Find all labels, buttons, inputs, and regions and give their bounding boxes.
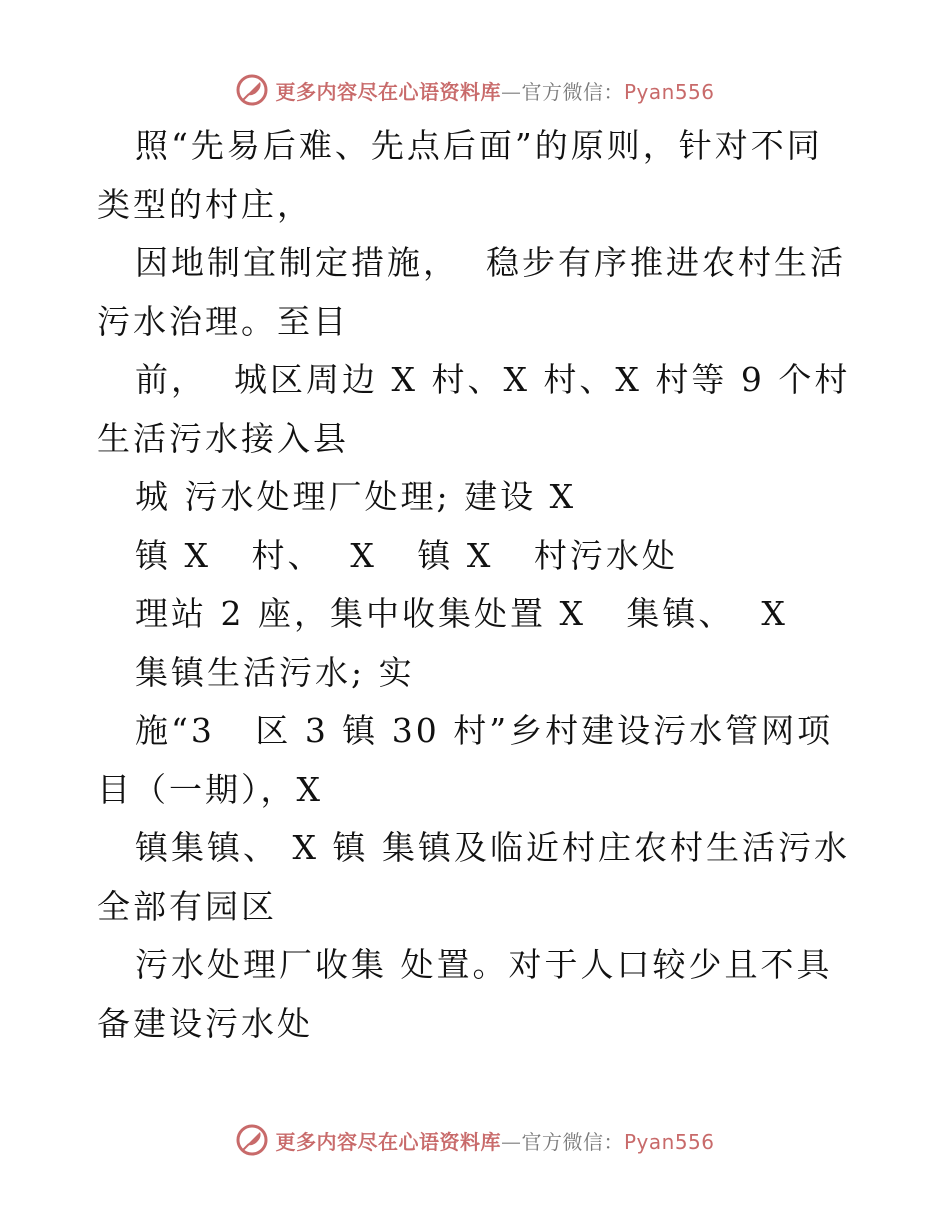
banner-wechat-label: 官方微信： — [521, 79, 624, 104]
paragraph: 污水处理厂收集 处置。对于人口较少且不具备建设污水处 — [97, 945, 833, 1043]
banner-wechat-id: Pyan556 — [623, 1129, 715, 1154]
banner-main-text: 更多内容尽在心语资料库 — [275, 79, 501, 104]
paragraph: 理站 2 座，集中收集处置 X 集镇、 X — [135, 594, 788, 633]
banner-text — [275, 76, 714, 105]
paragraph: 照“先易后难、先点后面”的原则，针对不同类型的村庄， — [97, 126, 823, 224]
paragraph: 施“3 区 3 镇 30 村”乡村建设污水管网项目（一期），X — [97, 711, 834, 809]
banner-text — [275, 1126, 714, 1155]
feather-logo-icon — [235, 1123, 269, 1157]
paragraph: 镇集镇、 X 镇 集镇及临近村庄农村生活污水全部有园区 — [97, 828, 850, 926]
feather-logo-icon — [235, 73, 269, 107]
banner-separator: — — [500, 1129, 522, 1154]
paragraph: 镇 X 村、 X 镇 X 村污水处 — [135, 535, 678, 575]
document-body — [97, 117, 857, 1053]
header-banner — [0, 70, 950, 110]
paragraph: 城 污水处理厂处理; 建设 X — [135, 477, 577, 516]
banner-wechat-label: 官方微信： — [521, 1129, 624, 1154]
paragraph: 集镇生活污水; 实 — [135, 652, 415, 692]
paragraph: 前， 城区周边 X 村、X 村、X 村等 9 个村生活污水接入县 — [97, 360, 851, 458]
paragraph: 因地制宜制定措施， 稳步有序推进农村生活污水治理。至目 — [97, 243, 846, 341]
footer-banner — [0, 1120, 950, 1160]
banner-main-text: 更多内容尽在心语资料库 — [275, 1129, 501, 1154]
banner-separator: — — [500, 79, 522, 104]
banner-wechat-id: Pyan556 — [623, 79, 715, 104]
